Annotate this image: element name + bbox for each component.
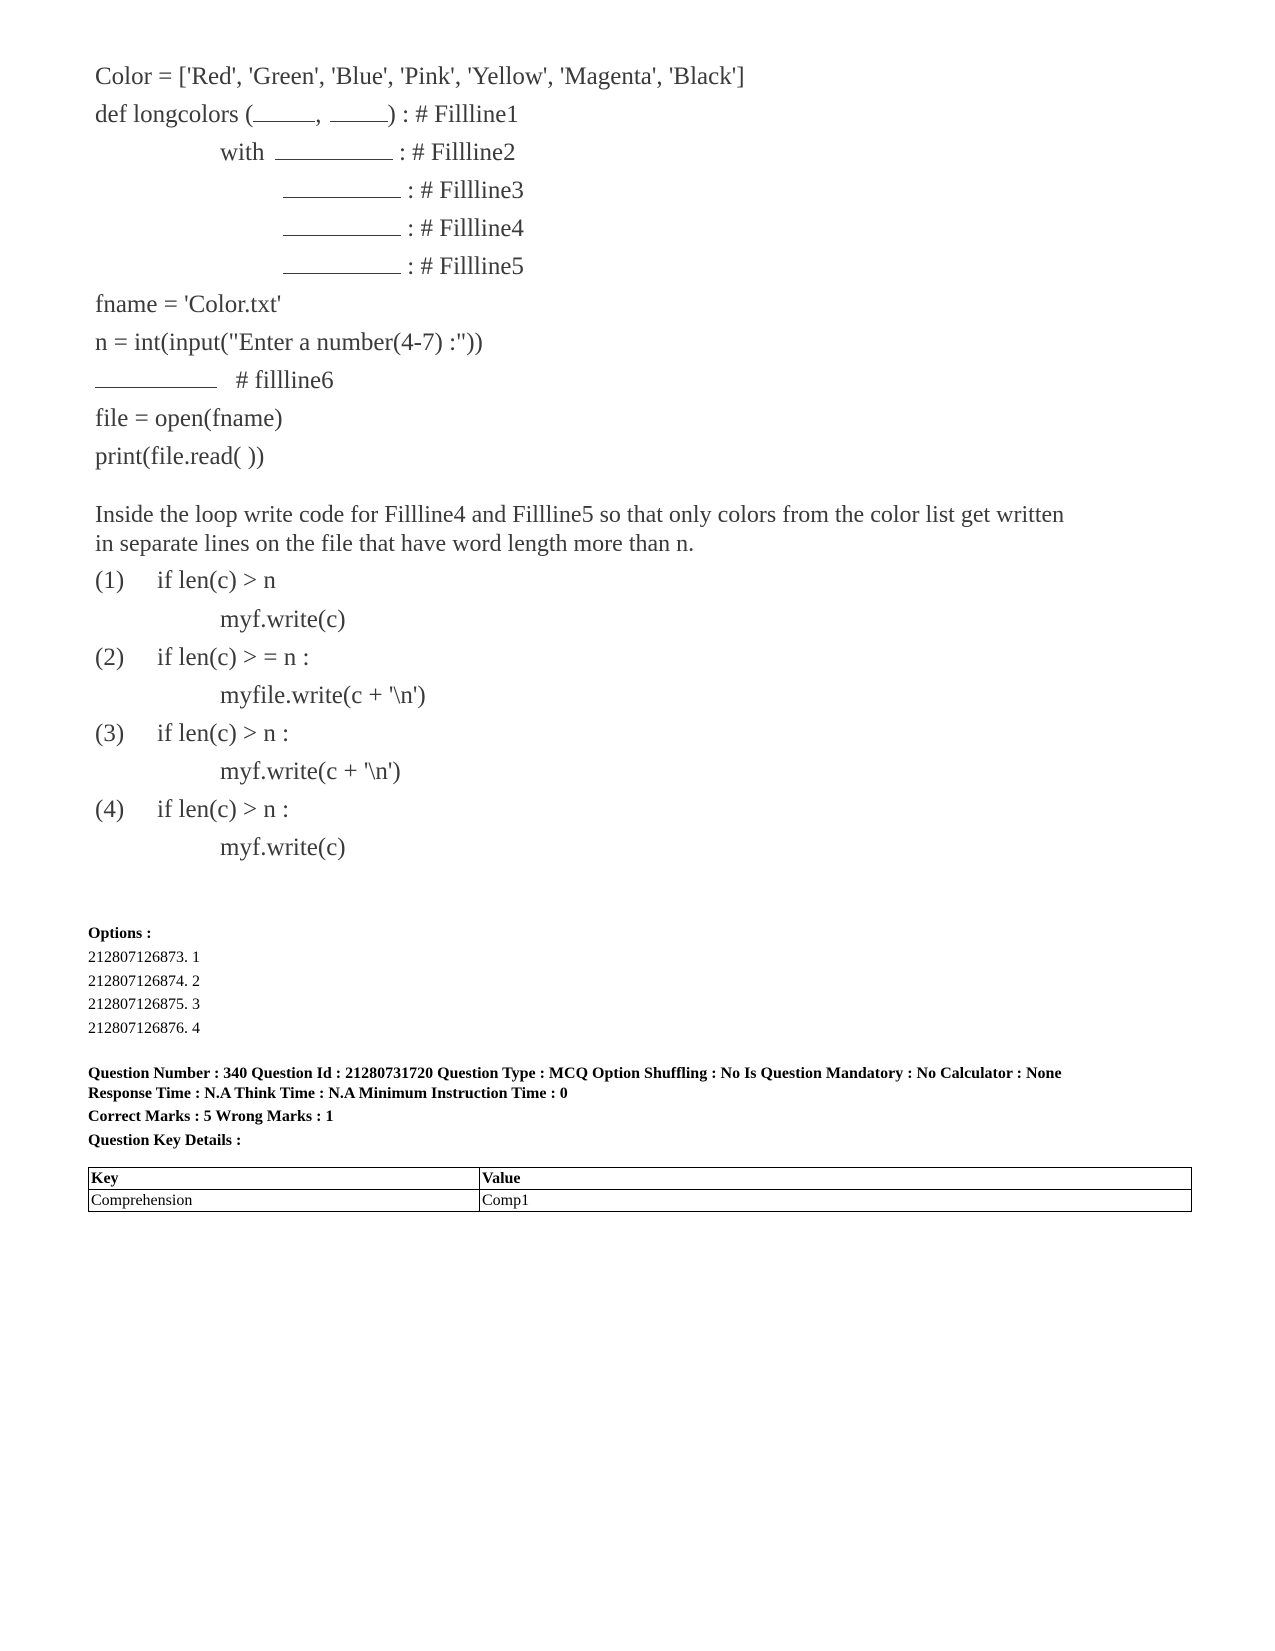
marks-info: Correct Marks : 5 Wrong Marks : 1 <box>88 1108 334 1125</box>
choice-2-cond: if len(c) > = n : <box>157 644 310 671</box>
code-line-with <box>220 138 516 168</box>
cell-key: Comprehension <box>89 1190 480 1212</box>
option-item: 212807126876. 4 <box>88 1019 200 1037</box>
code-line-open: file = open(fname) <box>95 405 283 432</box>
code-line-fillline3 <box>283 176 524 206</box>
choice-4-num: (4) <box>95 796 125 823</box>
fillline3-comment: : # Fillline3 <box>407 177 524 204</box>
question-info-line-2: Response Time : N.A Think Time : N.A Minimum Instruction Time : 0 <box>88 1085 568 1102</box>
choice-3-body: myf.write(c + '\n') <box>220 758 401 785</box>
blank-fillline2 <box>275 139 393 160</box>
code-line-fname: fname = 'Color.txt' <box>95 291 282 318</box>
fillline4-comment: : # Fillline4 <box>407 215 524 242</box>
code-line-print: print(file.read( )) <box>95 443 265 470</box>
key-details-heading: Question Key Details : <box>88 1132 242 1149</box>
fillline6-comment: # fillline6 <box>235 367 334 394</box>
choice-3-num: (3) <box>95 720 125 747</box>
question-text-1: Inside the loop write code for Fillline4 and Fillline5 so that only colors from the color list get written <box>95 502 1065 528</box>
table-header-row <box>89 1168 1192 1190</box>
blank-fillline3 <box>283 177 401 198</box>
option-item: 212807126874. 2 <box>88 972 200 990</box>
def-keyword: def longcolors ( <box>95 101 254 128</box>
blank-fillline1a <box>253 101 315 122</box>
blank-fillline1b <box>330 101 388 122</box>
choice-3-cond: if len(c) > n : <box>157 720 290 747</box>
choice-2-num: (2) <box>95 644 125 671</box>
fillline2-comment: : # Fillline2 <box>398 139 516 166</box>
key-details-table <box>88 1167 1192 1212</box>
blank-fillline6 <box>95 367 217 388</box>
option-item: 212807126873. 1 <box>88 949 200 966</box>
code-line-def <box>95 100 519 130</box>
option-item: 212807126875. 3 <box>88 996 200 1013</box>
options-block <box>88 922 1198 1040</box>
blank-fillline4 <box>283 215 401 236</box>
header-key: Key <box>89 1168 480 1190</box>
options-heading: Options : <box>88 925 152 942</box>
choice-1-num: (1) <box>95 567 125 594</box>
code-line-input: n = int(input("Enter a number(4-7) :")) <box>95 329 483 356</box>
code-line-color-list: Color = ['Red', 'Green', 'Blue', 'Pink', 'Yellow', 'Magenta', 'Black'] <box>95 63 745 90</box>
choice-4-body: myf.write(c) <box>220 834 346 861</box>
header-value: Value <box>480 1168 1192 1190</box>
question-info-line-1: Question Number : 340 Question Id : 21280731720 Question Type : MCQ Option Shuffling : No Is Question Mandatory : No Calculator : None <box>88 1065 1062 1082</box>
code-line-fillline6 <box>95 366 334 396</box>
question-text-2: in separate lines on the file that have word length more than n. <box>95 531 695 557</box>
blank-fillline5 <box>283 253 401 274</box>
table-row <box>89 1190 1192 1212</box>
fillline1-comment: ) : # Fillline1 <box>387 101 519 128</box>
choice-4-cond: if len(c) > n : <box>157 796 290 823</box>
fillline5-comment: : # Fillline5 <box>407 253 524 280</box>
choice-1-cond: if len(c) > n <box>157 567 276 594</box>
comma: , <box>315 101 322 128</box>
code-line-fillline4 <box>283 214 524 244</box>
with-keyword: with <box>220 139 265 166</box>
choice-1-body: myf.write(c) <box>220 606 346 633</box>
cell-value: Comp1 <box>480 1190 1192 1212</box>
code-line-fillline5 <box>283 252 524 282</box>
choice-2-body: myfile.write(c + '\n') <box>220 682 426 709</box>
